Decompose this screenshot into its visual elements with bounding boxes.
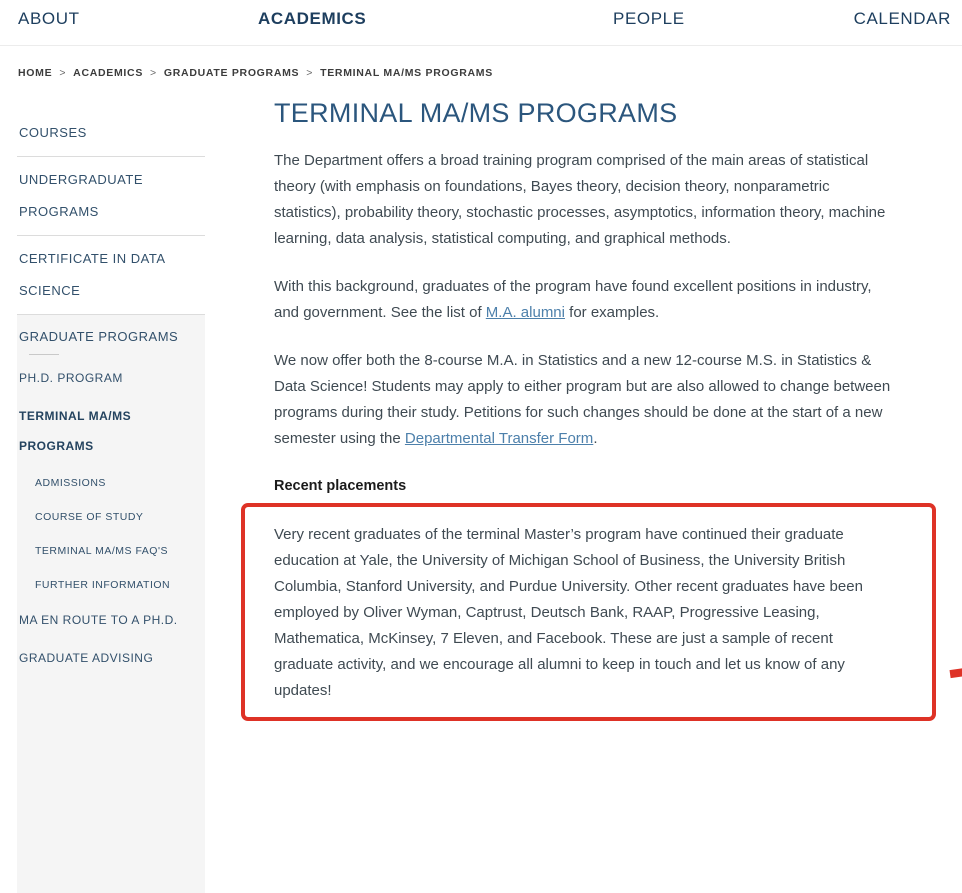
breadcrumb-current-page: TERMINAL MA/MS PROGRAMS <box>320 67 493 79</box>
sidebar-selected-underline <box>29 354 59 355</box>
sidebar-item-courses[interactable]: COURSES <box>19 125 87 140</box>
sidebar-divider <box>17 156 205 157</box>
paragraph-programs-text: We now offer both the 8-course M.A. in Statistics and a new 12-course M.S. in Statistics & Data Science! Students may apply to either program but are also allowed to change between programs during their study. Petitions for such changes should be done at the start of a new semester using the <box>274 352 891 447</box>
breadcrumb-separator: > <box>306 67 314 79</box>
breadcrumb <box>0 46 962 79</box>
sidebar-item-graduate-programs[interactable]: GRADUATE PROGRAMS <box>19 329 179 344</box>
sidebar-divider <box>17 235 205 236</box>
ma-alumni-link[interactable]: M.A. alumni <box>485 304 565 321</box>
nav-item-people[interactable]: PEOPLE <box>613 9 685 28</box>
sidebar-group-graduate-programs <box>17 315 205 893</box>
red-corner-annotation-fragment <box>950 668 962 678</box>
nav-item-about[interactable]: ABOUT <box>18 9 80 28</box>
sidebar-item-terminal-ma-ms-faqs[interactable]: TERMINAL MA/MS FAQ'S <box>35 545 168 557</box>
sidebar-item-graduate-advising[interactable]: GRADUATE ADVISING <box>19 651 154 665</box>
breadcrumb-graduate-programs[interactable]: GRADUATE PROGRAMS <box>163 67 300 79</box>
sidebar <box>17 79 205 893</box>
main-content <box>274 79 896 721</box>
paragraph-programs-text: . <box>593 430 598 447</box>
breadcrumb-separator: > <box>59 67 67 79</box>
paragraph-programs-offered <box>274 348 896 452</box>
paragraph-recent-placements: Very recent graduates of the terminal Master’s program have continued their graduate education at Yale, the University of Michigan School of Business, the University British Columbia, Stanford University, and Purdue University. Other recent graduates have been employed by Oliver Wyman, Captrust, Deutsch Bank, RAAP, Progressive Leasing, Mathematica, McKinsey, 7 Eleven, and Facebook. These are just a sample of recent graduate activity, and we encourage all alumni to keep in touch and let us know of any updates! <box>274 526 863 699</box>
paragraph-positions-text: for examples. <box>565 304 660 321</box>
sidebar-item-certificate-in-data-science[interactable]: CERTIFICATE IN DATA SCIENCE <box>19 251 165 298</box>
paragraph-positions <box>274 274 896 326</box>
nav-item-academics[interactable]: ACADEMICS <box>258 9 367 28</box>
sidebar-item-phd-program[interactable]: PH.D. PROGRAM <box>19 371 123 385</box>
top-navigation <box>0 0 962 45</box>
sidebar-item-undergraduate-programs[interactable]: UNDERGRADUATE PROGRAMS <box>19 172 143 219</box>
red-annotation-box <box>241 503 936 721</box>
page-body <box>0 79 962 893</box>
breadcrumb-separator: > <box>150 67 157 79</box>
nav-item-calendar[interactable]: CALENDAR <box>853 9 951 28</box>
breadcrumb-home[interactable]: HOME <box>18 67 53 79</box>
sidebar-item-ma-en-route-to-phd[interactable]: MA EN ROUTE TO A PH.D. <box>19 613 178 627</box>
sidebar-item-terminal-ma-ms-programs[interactable]: TERMINAL MA/MS PROGRAMS <box>19 409 132 453</box>
sidebar-item-course-of-study[interactable]: COURSE OF STUDY <box>35 511 144 523</box>
paragraph-positions-text: With this background, graduates of the program have found excellent positions in industry, and government. See the list of <box>274 278 872 321</box>
sidebar-item-admissions[interactable]: ADMISSIONS <box>35 477 106 489</box>
paragraph-overview: The Department offers a broad training program comprised of the main areas of statistical theory (with emphasis on foundations, Bayes theory, decision theory, nonparametric statistics), probability theory, stochastic processes, asymptotics, information theory, machine learning, data analysis, statistical computing, and graphical methods. <box>274 152 886 247</box>
sidebar-item-further-information[interactable]: FURTHER INFORMATION <box>35 579 171 591</box>
recent-placements-heading: Recent placements <box>274 478 407 494</box>
breadcrumb-academics[interactable]: ACADEMICS <box>73 67 144 79</box>
departmental-transfer-form-link[interactable]: Departmental Transfer Form <box>404 430 594 447</box>
page-title: TERMINAL MA/MS PROGRAMS <box>274 98 678 128</box>
